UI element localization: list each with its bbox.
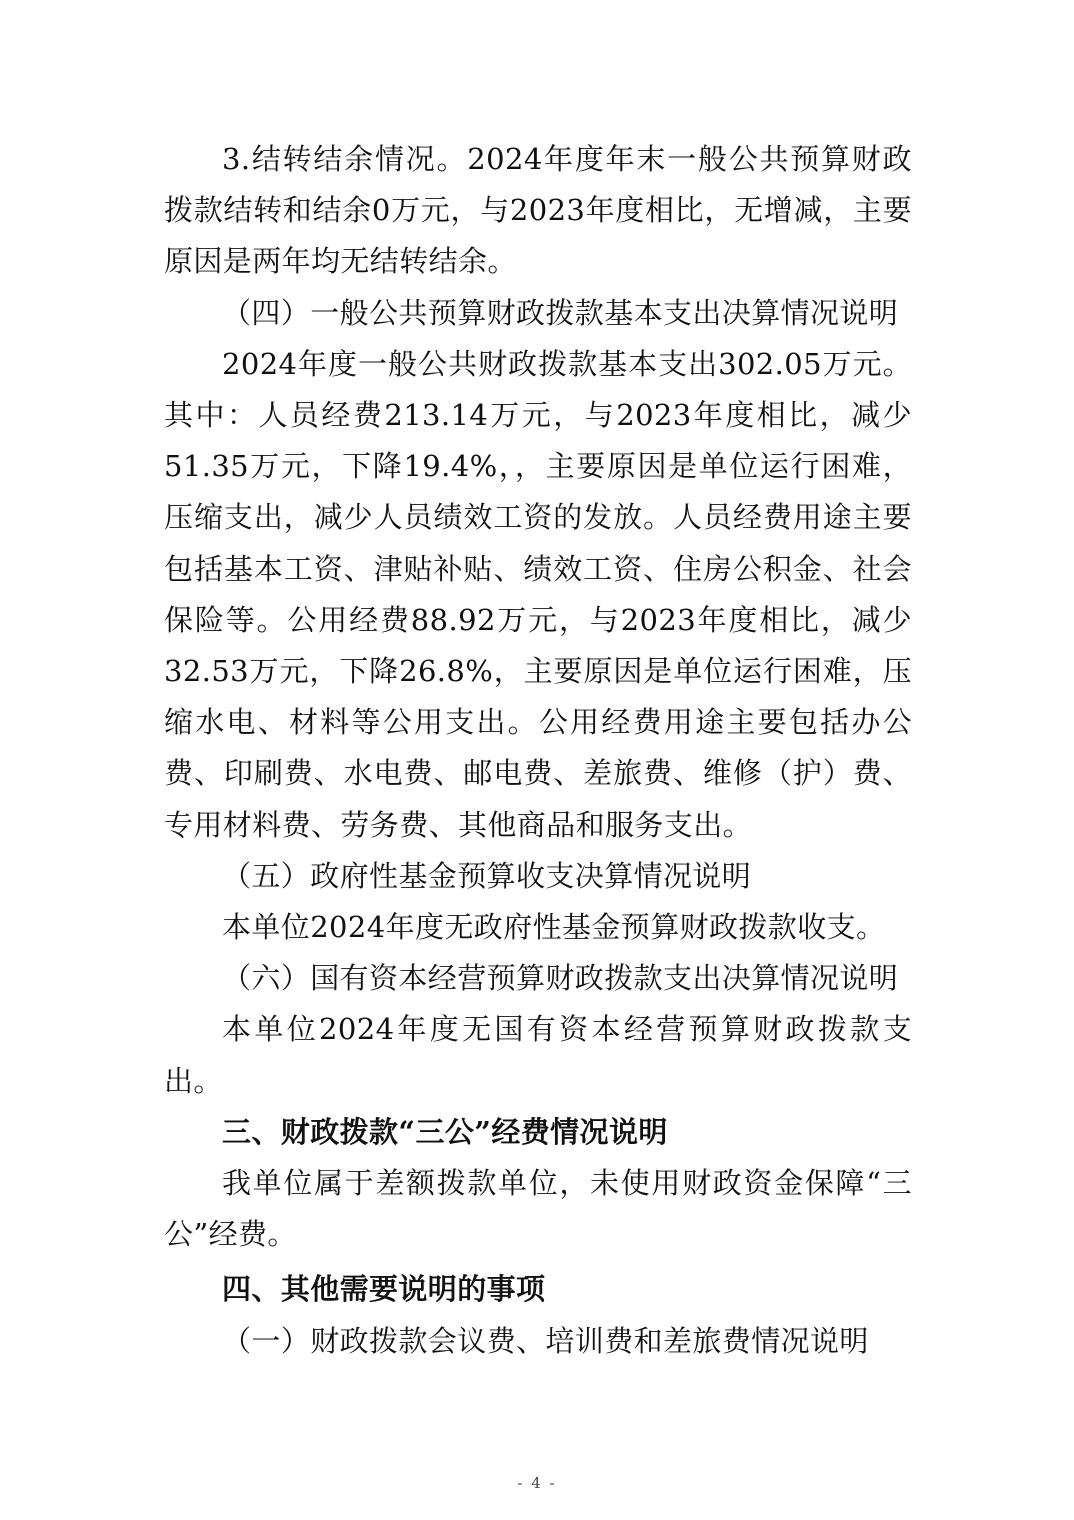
section-heading-three-public: 三、财政拨款“三公”经费情况说明 [222,1114,668,1149]
paragraph-basic-expenditure: 2024年度一般公共财政拨款基本支出302.05万元。其中：人员经费213.14万元，与2023年度相比，减少51.35万元，下降19.4%，，主要原因是单位运行困难，压缩支出，减少人员绩效工资的发放。人员经费用途主要包括基本工资、津贴补贴、绩效工资、住房公积金、社会保险等。公用经费88.92万元，与2023年度相比，减少32.53万元，下降26.8%，主要原因是单位运行困难，压缩水电、材料等公用支出。公用经费用途主要包括办公费、印刷费、水电费、邮电费、差旅费、维修（护）费、专用材料费、劳务费、其他商品和服务支出。 [164,346,912,842]
subheading-government-fund: （五）政府性基金预算收支决算情况说明 [222,858,752,893]
paragraph-carryover-balance: 3.结转结余情况。2024年度年末一般公共预算财政拨款结转和结余0万元，与2023年度相比，无增减，主要原因是两年均无结转结余。 [164,142,912,279]
paragraph-state-capital: 本单位2024年度无国有资本经营预算财政拨款支出。 [164,1012,912,1098]
subheading-state-capital: （六）国有资本经营预算财政拨款支出决算情况说明 [222,961,899,996]
document-body [164,134,912,1367]
paragraph-government-fund: 本单位2024年度无政府性基金预算财政拨款收支。 [222,910,886,945]
page-number: - 4 - [517,1474,557,1492]
section-heading-other-matters: 四、其他需要说明的事项 [222,1272,546,1307]
paragraph-three-public: 我单位属于差额拨款单位，未使用财政资金保障“三公”经费。 [164,1166,912,1252]
subheading-meeting-training-travel: （一）财政拨款会议费、培训费和差旅费情况说明 [222,1323,869,1358]
subheading-basic-expenditure: （四）一般公共预算财政拨款基本支出决算情况说明 [222,295,899,330]
